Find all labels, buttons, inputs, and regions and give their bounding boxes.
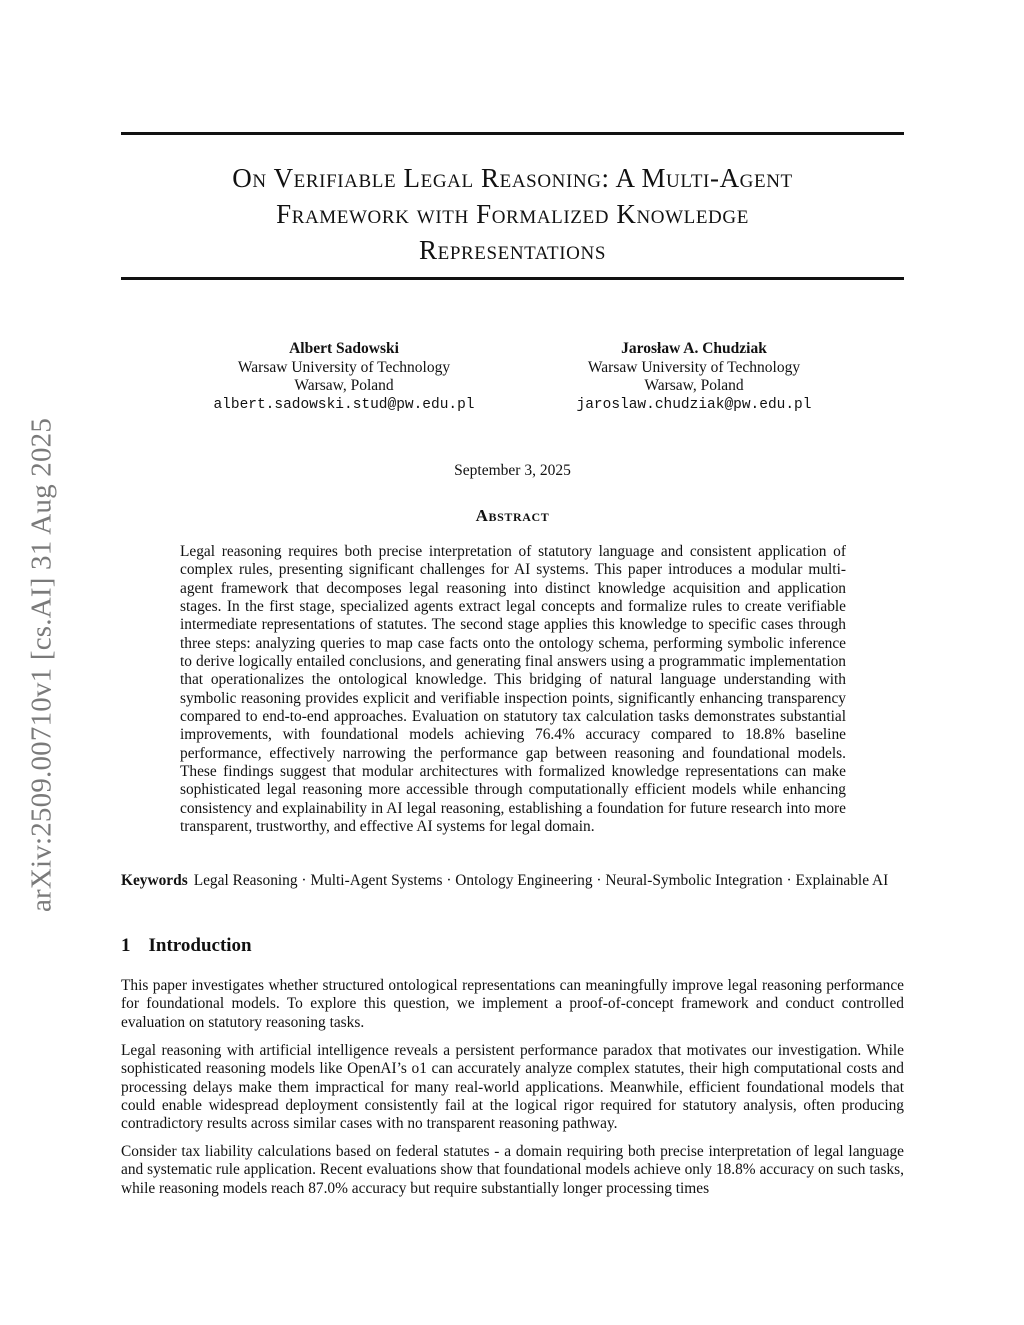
- abstract-heading: Abstract: [475, 506, 550, 525]
- author-affiliation: Warsaw University of Technology: [237, 358, 451, 376]
- title-line-1: On Verifiable Legal Reasoning: A Multi-Agent: [232, 163, 793, 193]
- title-line-3: Representations: [419, 235, 606, 265]
- author-email[interactable]: albert.sadowski.stud@pw.edu.pl: [213, 396, 475, 413]
- author-block-1: [174, 340, 514, 414]
- author-affiliation: Warsaw University of Technology: [587, 358, 801, 376]
- author-location: Warsaw, Poland: [294, 377, 394, 394]
- abstract-text: Legal reasoning requires both precise interpretation of statutory language and consistent application of complex rules, presenting significant challenges for AI systems. This paper introduces a modular multi-agent framework that decomposes legal reasoning into distinct knowledge acquisition and application stages. In the first stage, specialized agents extract legal concepts and formalize rules to create verifiable intermediate representations of statutes. The second stage applies this knowledge to specific cases through three steps: analyzing queries to map case facts onto the ontology schema, performing symbolic inference to derive logically entailed conclusions, and generating final answers using a programmatic implementation that operationalizes the ontological knowledge. This bridging of natural language understanding with symbolic reasoning provides explicit and verifiable inspection points, significantly enhancing transparency compared to end-to-end approaches. Evaluation on statutory tax calculation tasks demonstrates substantial improvements, with foundational models achieving 76.4% accuracy compared to 18.8% baseline performance, effectively narrowing the performance gap between reasoning and foundational models. These findings suggest that modular architectures with formalized knowledge representations can make sophisticated legal reasoning more accessible through computationally efficient models while enhancing consistency and explainability in AI legal reasoning, establishing a foundation for future research into more transparent, trustworthy, and effective AI systems for legal domain.: [180, 543, 846, 836]
- keywords-text: Legal Reasoning · Multi-Agent Systems · Ontology Engineering · Neural-Symbolic Integration · Explainable AI: [193, 872, 889, 889]
- section-number: 1: [121, 935, 131, 956]
- paper-title: [121, 160, 904, 268]
- author-name: Jarosław A. Chudziak: [621, 340, 767, 357]
- intro-paragraph-1: This paper investigates whether structured ontological representations can meaningfully improve legal reasoning performance for foundational models. To explore this question, we implement a proof-of-concept framework and conduct controlled evaluation on statutory reasoning tasks.: [121, 977, 904, 1031]
- title-line-2: Framework with Formalized Knowledge: [276, 199, 749, 229]
- author-location: Warsaw, Poland: [644, 377, 744, 394]
- intro-paragraph-3: Consider tax liability calculations based on federal statutes - a domain requiring both precise interpretation of legal language and systematic rule application. Recent evaluations show that foundational models achieve only 18.8% accuracy on such tasks, while reasoning models reach 87.0% accuracy but require substantially longer processing times: [121, 1143, 904, 1197]
- section-title: Introduction: [148, 935, 252, 956]
- author-name: Albert Sadowski: [289, 340, 399, 357]
- title-top-rule: [121, 132, 904, 135]
- keywords-line: [121, 872, 904, 891]
- author-block-2: [524, 340, 864, 414]
- publication-date: September 3, 2025: [454, 462, 571, 479]
- intro-paragraph-2: Legal reasoning with artificial intelligence reveals a persistent performance paradox that motivates our investigation. While sophisticated reasoning models like OpenAI’s o1 can accurately analyze complex statutes, their high computational costs and processing delays make them impractical for many real-world applications. Meanwhile, efficient foundational models that could enable widespread deployment consistently fail at the logical rigor required for statutory analysis, often producing contradictory results across similar cases with no transparent reasoning pathway.: [121, 1042, 904, 1133]
- keywords-label: Keywords: [121, 872, 188, 889]
- title-bottom-rule: [121, 277, 904, 280]
- author-email[interactable]: jaroslaw.chudziak@pw.edu.pl: [576, 396, 812, 413]
- arxiv-identifier: arXiv:2509.00710v1 [cs.AI] 31 Aug 2025: [25, 417, 58, 913]
- section-heading-introduction: [121, 935, 904, 957]
